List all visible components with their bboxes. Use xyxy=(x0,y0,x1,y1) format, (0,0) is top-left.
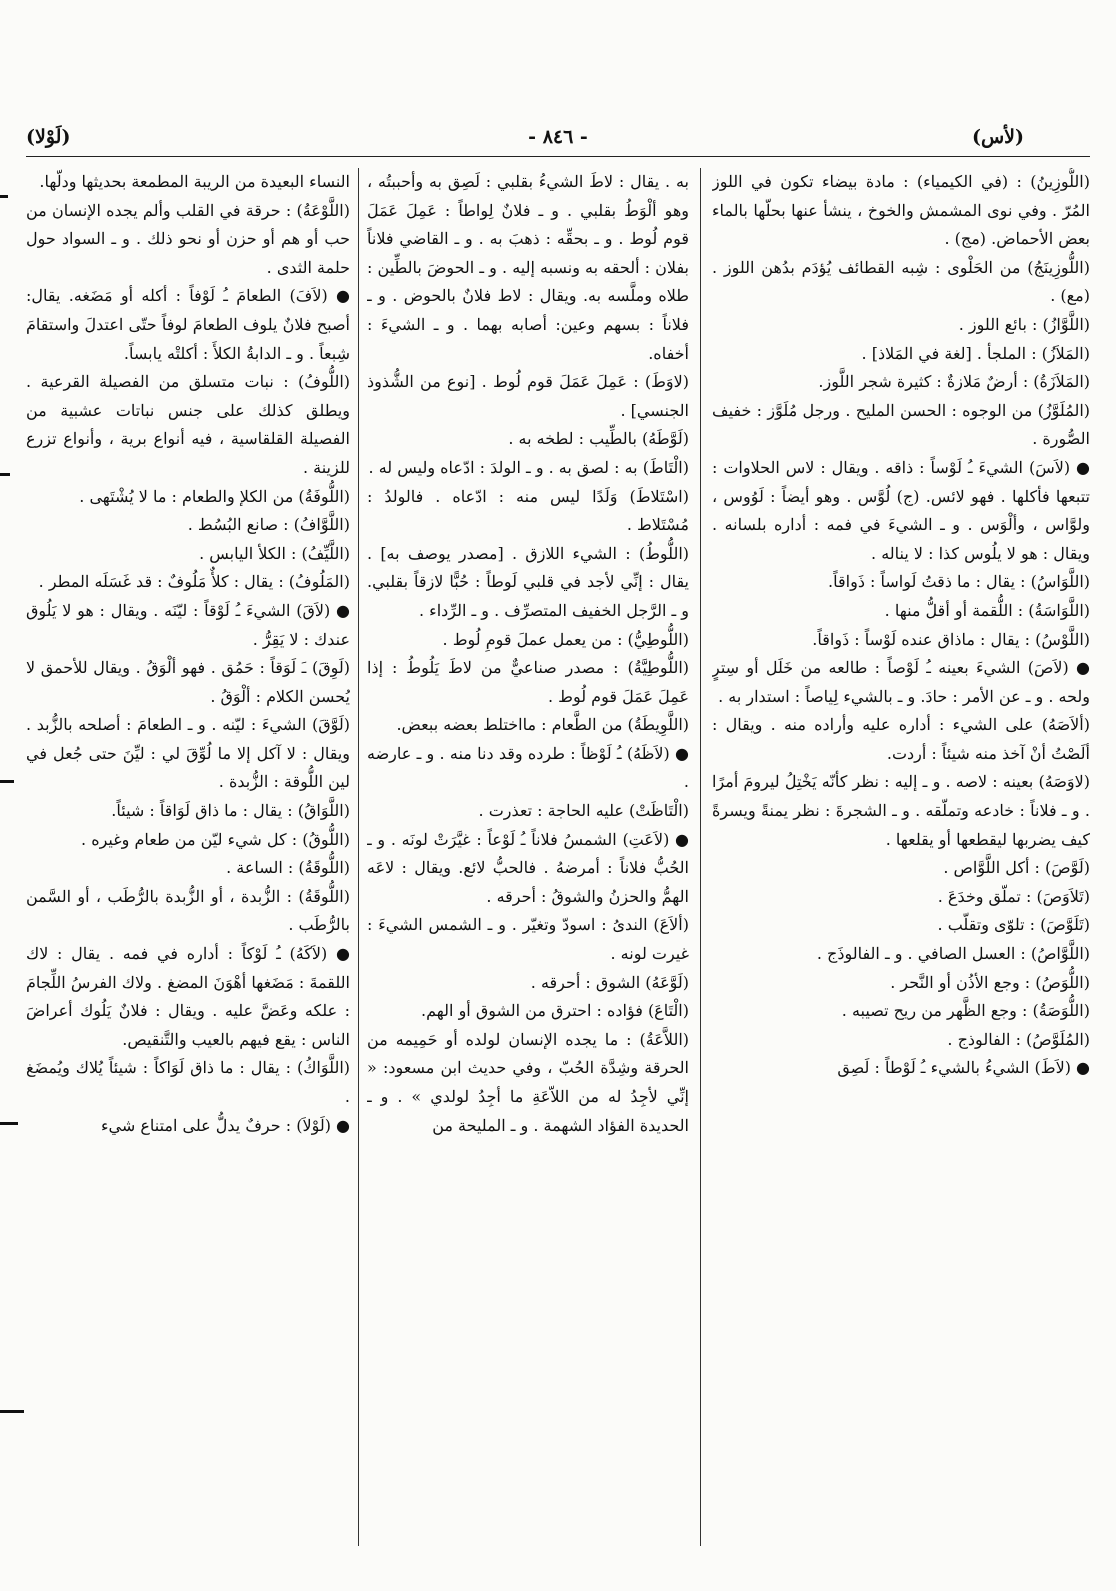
dictionary-entry: (المَلُوفُ) : يقال : كلأٌ مَلُوفٌ : قد غَسَلَه المطر . xyxy=(38,572,350,592)
dictionary-entry: (اللَّيِّفُ) : الكلأ اليابس . xyxy=(199,543,350,563)
dictionary-entry: (المَلاَزَةُ) : أرضٌ مَلازةٌ : كثيرة شجر اللَّوز. xyxy=(818,372,1090,392)
dictionary-entry: (اللُّوَصُ) : وجع الأذُن أو النَّحر . xyxy=(890,972,1090,992)
column-divider xyxy=(700,168,701,1546)
dictionary-entry: ● (لاَعَتِ) الشمسُ فلاناً ـُ لَوْعاً : غيَّرَتْ لونَه . و ـ الحُبُّ فلاناً : أمرضهُ . فالحبُّ لائع. ويقال : لاعَه الهمُّ والحزنُ والشوقُ : أحرقه . xyxy=(367,829,689,906)
dictionary-entry: (اللُّوفَةُ) من الكلإ والطعام : ما لا يُشْتَهى . xyxy=(79,486,350,506)
dictionary-entry: (الْتَاظَتْ) عليه الحاجة : تعذرت . xyxy=(478,801,689,821)
dictionary-entry: (لاوَصَهُ) بعينه : لاصه . و ـ إليه : نظر كأنّه يَخْتِلُ ليرومَ أمرًا . و ـ فلاناً : خادعه وتملّقه . و ـ الشجرةَ : نظر يمنةً ويسرةً كيف يضربها ليقطعها أو يقلعها . xyxy=(712,772,1090,849)
column-divider xyxy=(358,168,359,1546)
dictionary-entry: (اللُّوطِيَّةُ) : مصدر صناعيٌّ من لاطَ يَلُوطُ : إذا عَمِلَ عَمَلَ قوم لُوط . xyxy=(367,658,689,706)
dictionary-entry: (الْتَاطَ) به : لصق به . و ـ الولدَ : ادّعاه وليس له . xyxy=(368,457,689,477)
dictionary-entry: (اللَّوْسُ) : يقال : ماذاق عنده لَوْساً : ذَواقاً. xyxy=(812,629,1090,649)
dictionary-entry: ● (لاَكَهُ) ـُ لَوْكاً : أداره في فمه . يقال : لاك اللقمةَ : مَضَغها أهْوَنَ المضغ . ولاك الفرسُ اللِّجامَ : علكه وعَضَّ عليه . ويقال : فلانٌ يَلُوك أعراضَ الناس : يقع فيهم بالعيب والتَّنقيص. xyxy=(26,944,350,1049)
dictionary-entry: (المُلَوَّزُ) من الوجوه : الحسن المليح . ورجل مُلَوَّز : خفيف الصُّورة . xyxy=(712,400,1090,449)
dictionary-entry: ● (لاَطَ) الشيءُ بالشيء ـُ لَوْطاً : لَصِق xyxy=(837,1058,1090,1078)
page-number: - ٨٤٦ - xyxy=(528,126,588,148)
dictionary-entry: (المَلاَزُ) : الملجأ . [لغة في المَلاذ] . xyxy=(861,343,1090,363)
dictionary-entry: ● (لَوْلاَ) : حرفٌ يدلُّ على امتناع شيء xyxy=(100,1115,350,1135)
margin-mark xyxy=(0,780,14,783)
dictionary-entry: (اللُّوقَةُ) : الزُّبدة ، أو الزُّبدة بالرُّطَب ، أو السَّمن بالرُّطَب . xyxy=(26,886,350,935)
dictionary-entry: ● (لاَسَ) الشيءَ ـُ لَوْساً : ذاقه . ويقال : لاس الحلاوات : تتبعها فأكلها . فهو لائس. (ج) لُوَّس . وهو أيضاً : لَوُوس ، ولوَّاس ، وألْوَس . و ـ الشيءَ في فمه : أداره بلسانه . ويقال : هو لا يلُوس كذا : لا يناله . xyxy=(712,457,1090,563)
margin-mark xyxy=(0,473,10,476)
column-right xyxy=(712,168,1090,1546)
dictionary-entry: (اللُّوزِينَجُ) من الحَلْوى : شِبه القطائف يُؤدَم بدُهن اللوز . (مع) . xyxy=(712,257,1090,306)
dictionary-entry: (اللَّوَّاصُ) : العسل الصافي . و ـ الفالوذَج . xyxy=(816,944,1090,964)
running-head-left: (لَوْلا) xyxy=(26,126,71,148)
margin-mark xyxy=(0,1122,18,1125)
dictionary-entry: (اللَّوَاكُ) : يقال : ما ذاق لَوَاكاً : شيئاً يُلاك ويُمضَغ . xyxy=(26,1058,350,1106)
dictionary-entry: ● (لاَقَ) الشيءَ ـُ لَوْقاً : ليّنَه . ويقال : هو لا يَلُوق عندك : لا يَقِرُّ . xyxy=(26,600,350,649)
dictionary-entry: (الْتَاعَ) فؤاده : احترق من الشوق أو الهم. xyxy=(421,1001,689,1021)
dictionary-entry: (اللاَّعَةُ) : ما يجده الإنسان لولده أو حَمِيمه من الحرقة وشِدَّة الحُبّ ، وفي حديث ابن مسعود: « إنِّي لأجِدُ له من اللاّعَةِ ما أجِدُ لولدي » . و ـ الحديدة الفؤاد الشهمة . و ـ المليحة من xyxy=(367,1029,689,1135)
dictionary-entry: (اللَّوِيطَةُ) من الطَّعام : مااختلط بعضه ببعض. xyxy=(396,715,689,735)
dictionary-entry: (اللُّوَصَةُ) : وجع الظَّهر من ريح تصيبه . xyxy=(841,1001,1090,1021)
dictionary-entry: (لَوَّطَهُ) بالطِّيب : لطخه به . xyxy=(508,429,689,449)
column-left xyxy=(26,168,350,1546)
dictionary-entry: (اللُّوفُ) : نبات متسلق من الفصيلة القرعية . ويطلق كذلك على جنس نباتات عشبية من الفصيلة القلقاسية ، فيه أنواع برية ، وأنواع تزرع للزينة . xyxy=(26,372,350,477)
dictionary-entry: (لَوَّصَ) : أكل اللَّوَّاص . xyxy=(943,858,1090,878)
dictionary-entry: ● (لاَظَهُ) ـُ لَوْظاً : طرده وقد دنا منه . و ـ عارضه . xyxy=(367,743,689,792)
column-middle xyxy=(367,168,689,1546)
dictionary-entry: (اللَّوَاقُ) : يقال : ما ذاق لَوَاقاً : شيئاً. xyxy=(111,801,350,821)
dictionary-entry: ● (لاَصَ) الشيءَ بعينه ـُ لَوْصاً : طالعه من خَلَل أو سِترٍ ولحه . و ـ عن الأمر : حادَ. و ـ بالشيء لِياصاً : استدار به . xyxy=(712,658,1090,706)
margin-mark xyxy=(0,195,8,198)
dictionary-entry: النساء البعيدة من الريبة المطمعة بحديثها ودلّها. xyxy=(39,172,350,191)
dictionary-entry: (اللُّوطِيُّ) : من يعمل عملَ قومِ لُوط . xyxy=(442,629,689,649)
dictionary-entry: (اللَّوْعَةُ) : حرقة في القلب وألم يجده الإنسان من حب أو هم أو حزن أو نحو ذلك . و ـ السواد حول حلمة الثدى . xyxy=(26,200,350,277)
header-rule xyxy=(26,156,1090,157)
dictionary-entry: (اللَّوَّافُ) : صانع البُسُط . xyxy=(187,515,350,535)
dictionary-entry: (اللَّوَاسُ) : يقال : ما ذقتُ لَواساً : ذَواقاً. xyxy=(828,572,1090,592)
dictionary-entry: (اللُّوقُ) : كل شيء ليّن من طعام وغيره . xyxy=(81,829,350,849)
dictionary-entry: به . يقال : لاطَ الشيءُ بقلبي : لَصِق به وأحببتُه ، وهو ألْوَطُ بقلبي . و ـ فلانٌ لِواطاً : عَمِلَ عَمَلَ قوم لُوط . و ـ بحقِّه : ذهبَ به . و ـ القاضي فلاناً بفلان : ألحقه به ونسبه إليه . و ـ الحوضَ بالطِّين : طلاه وملَّسه به. ويقال : لاط فلانٌ بالحوض . و ـ فلاناً : بسهم وعين: أصابه بهما . و ـ الشيءَ : أخفاه. xyxy=(367,172,689,363)
dictionary-entry: (لاوَطَ) : عَمِلَ عَمَلَ قوم لُوط . [نوع من الشُّذوذ الجنسي] . xyxy=(367,372,689,420)
dictionary-entry: (لَوَّعَهُ) الشوق : أحرقه . xyxy=(530,972,689,992)
dictionary-entry: (اسْتَلاطَ) وَلَدًا ليس منه : ادّعاه . فالولدُ : مُسْتَلاط . xyxy=(367,486,689,535)
dictionary-entry: (ألاَعَ) الندىُ : اسودّ وتغيّر . و ـ الشمس الشيءَ : غيرت لونه . xyxy=(367,915,689,964)
margin-mark xyxy=(0,1410,24,1413)
dictionary-entry: (لَوِقَ) ـَ لَوَقاً : حَمُق . فهو ألْوَقُ . ويقال للأحمق لا يُحسن الكلام : ألْوَقُ . xyxy=(26,658,350,706)
dictionary-entry: (اللُّوقَةُ) : الساعة . xyxy=(226,858,350,878)
dictionary-entry: ● (لاَفَ) الطعامَ ـُ لَوْفاً : أكله أو مَضَغه. يقال: أصبح فلانٌ يلوف الطعامَ لوفاً حتّى اعتدلَ واستقامَ شِبعاً . و ـ الدابةُ الكلأَ : أكلتْه يابساً. xyxy=(26,286,350,363)
running-head-right: (لأس) xyxy=(971,126,1024,148)
dictionary-entry: (اللُّوطُ) : الشيء اللازق . [مصدر يوصف به] . يقال : إنِّي لأجد في قلبي لَوطاً : حُبًّا لازقاً بقلبي. و ـ الرَّجل الخفيف المتصرِّف . و ـ الرِّداء . xyxy=(367,543,689,620)
dictionary-entry: (تَلاَوَصَ) : تملّق وخدَعَ . xyxy=(937,886,1090,906)
dictionary-entry: (تَلَوَّصَ) : تلوّى وتقلّب . xyxy=(937,915,1090,935)
page-header xyxy=(0,118,1116,158)
dictionary-entry: (اللَّوَّازُ) : بائع اللوز . xyxy=(958,314,1090,334)
dictionary-entry: (لَوَّقَ) الشيءَ : ليّنه . و ـ الطعامَ : أصلحه بالزُّبد . ويقال : لا آكل إلا ما لُوِّقَ لي : ليِّنَ حتى جُعل في لين اللُّوقة : الزُّبدة . xyxy=(26,715,350,792)
dictionary-entry: (المُلَوَّصُ) : الفالوذج . xyxy=(947,1029,1090,1049)
dictionary-entry: (اللَّوَاسَةُ) : اللُّقمة أو أقلُّ منها . xyxy=(884,600,1090,620)
dictionary-entry: (اللُّوزِينُ) : (في الكيمياء) : مادة بيضاء تكون في اللوز المُرّ . وفي نوى المشمش والخوخ ، ينشأ عنها بحلّها بالماء بعض الأحماض. (مج) . xyxy=(712,172,1090,249)
dictionary-entry: (ألاَصَهُ) على الشيء : أداره عليه وأراده منه . ويقال : ألَصْتُ أنْ آخذ منه شيئاً : أردت. xyxy=(712,715,1090,763)
